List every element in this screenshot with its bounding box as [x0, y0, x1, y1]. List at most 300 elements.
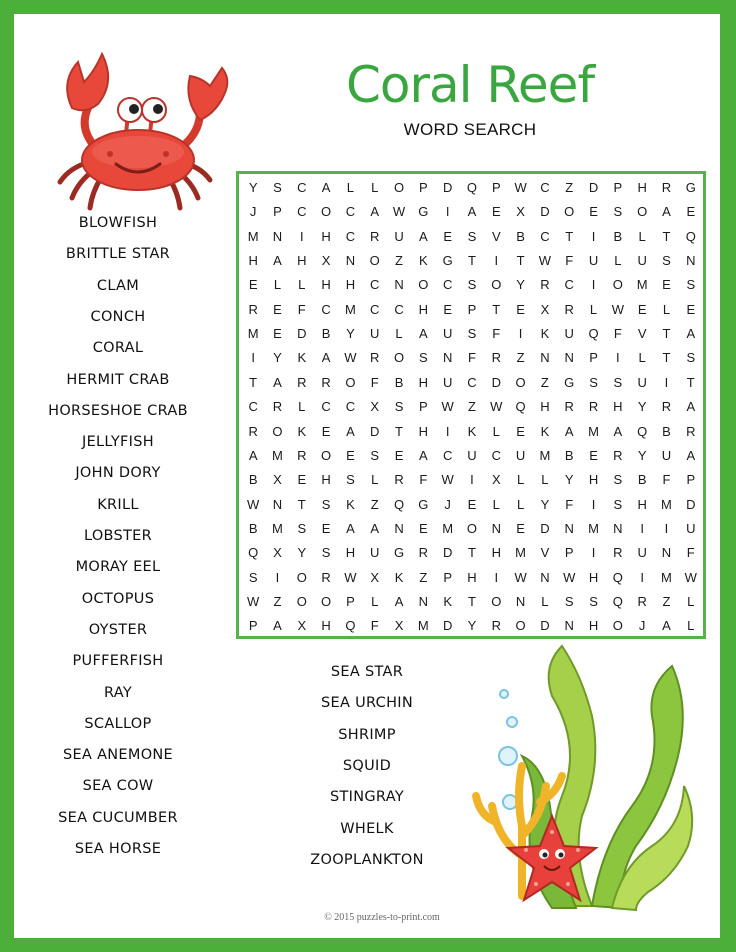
- grid-letter: O: [515, 374, 526, 390]
- grid-letter: X: [273, 545, 282, 561]
- grid-letter: A: [273, 253, 282, 269]
- word-list-item: CONCH: [90, 308, 146, 325]
- grid-letter: N: [418, 593, 429, 609]
- grid-letter: O: [296, 569, 307, 585]
- grid-letter: G: [685, 180, 696, 195]
- grid-letter: I: [470, 472, 474, 488]
- grid-letter: W: [514, 180, 527, 195]
- grid-letter: R: [321, 374, 331, 390]
- worksheet-page: [14, 14, 720, 938]
- grid-letter: I: [640, 569, 644, 585]
- grid-letter: Z: [370, 496, 379, 512]
- grid-letter: X: [394, 618, 404, 634]
- grid-letter: K: [419, 253, 428, 269]
- grid-letter: G: [418, 204, 429, 220]
- grid-letter: T: [395, 423, 403, 439]
- grid-letter: Y: [248, 180, 258, 195]
- grid-letter: M: [539, 447, 551, 463]
- grid-letter: H: [540, 399, 550, 415]
- grid-letter: Q: [345, 618, 356, 634]
- grid-row: [241, 517, 703, 541]
- grid-letter: E: [589, 204, 598, 220]
- grid-letter: H: [297, 253, 307, 269]
- grid-letter: M: [636, 277, 648, 293]
- grid-letter: K: [346, 496, 355, 512]
- grid-letter: R: [588, 399, 599, 415]
- word-list-item: OYSTER: [88, 621, 148, 638]
- grid-row: [241, 566, 703, 590]
- word-list-item: KRILL: [97, 496, 139, 513]
- grid-letter: L: [371, 472, 379, 488]
- grid-letter: R: [321, 569, 331, 585]
- grid-letter: C: [297, 204, 307, 220]
- grid-letter: R: [564, 301, 574, 317]
- grid-letter: H: [637, 496, 647, 512]
- grid-letter: Q: [588, 326, 599, 342]
- grid-letter: R: [248, 423, 258, 439]
- grid-letter: F: [297, 301, 306, 317]
- word-list-item: BLOWFISH: [78, 215, 158, 231]
- grid-letter: K: [467, 423, 477, 439]
- grid-letter: U: [370, 545, 380, 561]
- grid-letter: I: [275, 569, 280, 585]
- grid-letter: L: [395, 326, 403, 342]
- grid-letter: M: [442, 520, 454, 536]
- grid-letter: C: [345, 204, 356, 220]
- grid-letter: A: [394, 593, 404, 609]
- grid-letter: A: [686, 447, 696, 463]
- grid-letter: S: [613, 496, 623, 512]
- grid-letter: O: [564, 204, 575, 220]
- grid-letter: N: [686, 253, 696, 269]
- grid-letter: Z: [395, 253, 403, 269]
- grid-letter: E: [443, 301, 452, 317]
- grid-letter: E: [273, 326, 282, 342]
- grid-letter: O: [418, 277, 429, 293]
- grid-letter: H: [491, 545, 501, 561]
- grid-letter: F: [467, 350, 476, 366]
- grid-letter: H: [321, 472, 331, 488]
- grid-letter: D: [540, 204, 550, 220]
- grid-letter: S: [686, 277, 696, 293]
- grid-row: [241, 493, 703, 517]
- grid-letter: Z: [540, 374, 549, 390]
- grid-letter: K: [394, 569, 404, 585]
- grid-letter: Y: [516, 277, 525, 293]
- grid-letter: S: [613, 472, 623, 488]
- grid-letter: P: [273, 204, 282, 220]
- grid-letter: S: [467, 326, 477, 342]
- grid-letter: M: [661, 496, 672, 512]
- grid-letter: E: [443, 228, 452, 244]
- grid-letter: S: [467, 228, 477, 244]
- grid-letter: D: [370, 423, 380, 439]
- grid-letter: A: [248, 447, 258, 463]
- grid-letter: E: [516, 301, 525, 317]
- grid-letter: E: [686, 204, 696, 220]
- grid-letter: E: [589, 447, 598, 463]
- grid-letter: N: [491, 520, 501, 536]
- grid-row: [241, 395, 703, 419]
- grid-letter: L: [298, 399, 306, 415]
- grid-letter: C: [442, 447, 453, 463]
- grid-letter: B: [662, 423, 671, 439]
- grid-letter: E: [516, 423, 525, 439]
- grid-letter: O: [491, 593, 502, 609]
- word-list-item: HORSESHOE CRAB: [48, 402, 188, 419]
- grid-letter: M: [272, 447, 283, 463]
- grid-letter: S: [346, 472, 355, 488]
- grid-row: [241, 176, 703, 200]
- grid-row: [241, 346, 703, 370]
- grid-letter: B: [613, 228, 623, 244]
- grid-letter: N: [442, 350, 453, 366]
- grid-letter: U: [442, 326, 453, 342]
- grid-letter: A: [613, 423, 623, 439]
- grid-letter: N: [564, 350, 574, 366]
- grid-letter: P: [346, 593, 355, 609]
- grid-letter: T: [467, 253, 476, 269]
- word-list-item: SEA ANEMONE: [62, 747, 174, 764]
- grid-letter: T: [492, 301, 501, 317]
- grid-letter: N: [345, 253, 356, 269]
- grid-letter: X: [540, 301, 550, 317]
- grid-letter: V: [491, 228, 501, 244]
- grid-letter: P: [589, 350, 598, 366]
- grid-letter: N: [394, 520, 404, 536]
- grid-row: [241, 225, 703, 249]
- grid-letter: X: [516, 204, 525, 220]
- grid-letter: U: [515, 447, 526, 463]
- grid-letter: F: [662, 472, 671, 488]
- grid-letter: O: [393, 180, 405, 195]
- grid-letter: I: [664, 520, 669, 536]
- grid-letter: L: [273, 277, 282, 293]
- crab-illustration: [50, 42, 240, 212]
- grid-letter: W: [611, 301, 624, 317]
- grid-letter: K: [443, 593, 452, 609]
- grid-letter: R: [686, 423, 696, 439]
- grid-letter: A: [419, 228, 428, 244]
- grid-letter: Y: [346, 326, 355, 342]
- grid-letter: P: [419, 399, 428, 415]
- grid-letter: H: [418, 374, 429, 390]
- grid-letter: Y: [297, 545, 307, 561]
- grid-letter: A: [662, 618, 671, 634]
- grid-letter: F: [370, 618, 379, 634]
- grid-letter: E: [273, 301, 282, 317]
- grid-letter: C: [540, 180, 550, 195]
- grid-row: [241, 298, 703, 322]
- grid-letter: O: [393, 350, 405, 366]
- grid-letter: K: [540, 326, 550, 342]
- grid-letter: Z: [273, 593, 282, 609]
- grid-letter: E: [491, 204, 501, 220]
- word-list-item: RAY: [103, 684, 133, 701]
- grid-letter: G: [418, 496, 429, 512]
- grid-letter: D: [297, 326, 307, 342]
- grid-letter: Z: [419, 569, 428, 585]
- grid-letter: R: [297, 374, 307, 390]
- grid-letter: R: [661, 399, 672, 415]
- word-list-item: WHELK: [340, 820, 394, 837]
- grid-letter: R: [370, 228, 380, 244]
- grid-letter: S: [589, 374, 598, 390]
- grid-letter: L: [371, 593, 379, 609]
- grid-letter: R: [613, 545, 623, 561]
- grid-letter: L: [662, 301, 671, 317]
- grid-letter: R: [272, 399, 283, 415]
- grid-letter: H: [588, 569, 599, 585]
- grid-letter: H: [321, 618, 331, 634]
- grid-letter: U: [370, 326, 380, 342]
- grid-letter: I: [518, 326, 523, 342]
- grid-letter: W: [247, 496, 260, 512]
- grid-letter: N: [272, 496, 283, 512]
- grid-letter: D: [442, 180, 453, 195]
- grid-letter: C: [345, 399, 356, 415]
- grid-letter: P: [613, 180, 623, 195]
- grid-letter: C: [394, 301, 404, 317]
- grid-letter: G: [393, 545, 405, 561]
- grid-letter: S: [589, 593, 598, 609]
- grid-letter: X: [297, 618, 307, 634]
- grid-letter: A: [321, 180, 331, 195]
- grid-letter: Q: [466, 180, 478, 195]
- grid-letter: C: [370, 277, 380, 293]
- grid-letter: F: [370, 374, 379, 390]
- grid-letter: R: [370, 350, 380, 366]
- grid-letter: N: [394, 277, 404, 293]
- word-list-item: SEA CUCUMBER: [58, 809, 178, 826]
- grid-letter: R: [297, 447, 307, 463]
- grid-letter: O: [466, 520, 478, 536]
- grid-letter: E: [516, 520, 525, 536]
- grid-letter: P: [443, 569, 452, 585]
- grid-row: [241, 468, 703, 492]
- grid-letter: H: [588, 618, 599, 634]
- grid-letter: L: [589, 301, 598, 317]
- grid-letter: M: [344, 301, 356, 317]
- grid-letter: W: [563, 569, 576, 585]
- grid-letter: U: [442, 374, 453, 390]
- grid-letter: S: [321, 496, 331, 512]
- word-list-item: JOHN DORY: [75, 465, 161, 482]
- grid-letter: S: [564, 593, 574, 609]
- grid-letter: U: [661, 447, 672, 463]
- grid-letter: M: [417, 618, 429, 634]
- grid-letter: I: [591, 545, 596, 561]
- grid-letter: D: [686, 496, 696, 512]
- grid-letter: E: [637, 301, 647, 317]
- grid-letter: R: [418, 545, 429, 561]
- grid-letter: B: [248, 520, 258, 536]
- grid-letter: Y: [637, 399, 647, 415]
- grid-row: [241, 249, 703, 273]
- grid-letter: O: [612, 277, 623, 293]
- grid-letter: X: [370, 399, 380, 415]
- grid-letter: A: [370, 520, 380, 536]
- grid-letter: D: [442, 618, 453, 634]
- grid-letter: K: [297, 350, 307, 366]
- grid-letter: H: [248, 253, 258, 269]
- grid-letter: A: [419, 326, 428, 342]
- grid-letter: T: [662, 228, 671, 244]
- grid-letter: S: [467, 277, 477, 293]
- grid-letter: A: [419, 447, 428, 463]
- grid-letter: Z: [565, 180, 574, 195]
- grid-letter: D: [491, 374, 501, 390]
- grid-letter: A: [662, 204, 671, 220]
- grid-letter: V: [540, 545, 550, 561]
- grid-letter: J: [638, 618, 646, 634]
- grid-letter: L: [516, 496, 525, 512]
- word-list-item: OCTOPUS: [81, 590, 155, 607]
- grid-letter: M: [247, 228, 259, 244]
- grid-letter: L: [638, 228, 646, 244]
- word-list-item: SHRIMP: [338, 726, 396, 743]
- grid-letter: H: [345, 545, 356, 561]
- grid-letter: O: [296, 593, 307, 609]
- grid-letter: P: [248, 618, 258, 634]
- grid-letter: L: [687, 593, 695, 609]
- word-list-item: SQUID: [342, 757, 392, 774]
- grid-letter: R: [661, 180, 672, 195]
- grid-letter: M: [247, 326, 259, 342]
- grid-letter: Y: [467, 618, 477, 634]
- grid-letter: Q: [393, 496, 405, 512]
- grid-letter: I: [591, 496, 596, 512]
- grid-letter: O: [612, 618, 623, 634]
- grid-row: [241, 590, 703, 614]
- grid-letter: O: [491, 277, 502, 293]
- grid-letter: Q: [612, 569, 623, 585]
- grid-letter: E: [394, 447, 404, 463]
- grid-letter: C: [564, 277, 574, 293]
- grid-letter: D: [540, 618, 550, 634]
- grid-letter: M: [272, 520, 283, 536]
- grid-letter: A: [273, 618, 282, 634]
- grid-letter: C: [540, 228, 550, 244]
- grid-letter: I: [591, 228, 596, 244]
- grid-letter: C: [345, 228, 356, 244]
- grid-letter: I: [494, 569, 499, 585]
- grid-letter: Y: [564, 472, 574, 488]
- grid-letter: L: [492, 496, 500, 512]
- grid-letter: O: [321, 447, 332, 463]
- grid-letter: X: [321, 253, 331, 269]
- grid-letter: Z: [467, 399, 476, 415]
- grid-letter: N: [515, 593, 526, 609]
- grid-row: [241, 541, 703, 565]
- grid-letter: I: [664, 374, 669, 390]
- grid-letter: W: [490, 399, 503, 415]
- grid-letter: O: [515, 618, 526, 634]
- grid-letter: P: [686, 472, 696, 488]
- grid-letter: F: [565, 253, 574, 269]
- word-list-item: LOBSTER: [83, 528, 153, 544]
- grid-letter: R: [248, 301, 258, 317]
- grid-letter: S: [370, 447, 380, 463]
- word-list-item: HERMIT CRAB: [66, 371, 170, 388]
- grid-letter: L: [687, 618, 695, 634]
- grid-letter: H: [418, 301, 429, 317]
- grid-letter: V: [637, 326, 647, 342]
- grid-letter: H: [588, 472, 599, 488]
- grid-letter: C: [248, 399, 258, 415]
- grid-letter: U: [564, 326, 574, 342]
- grid-letter: C: [297, 180, 307, 195]
- grid-letter: D: [588, 180, 599, 195]
- grid-letter: Q: [637, 423, 648, 439]
- grid-letter: E: [321, 520, 331, 536]
- word-list-item: SEA URCHIN: [320, 695, 413, 712]
- grid-letter: I: [251, 350, 255, 366]
- grid-letter: D: [442, 545, 453, 561]
- word-list-item: CLAM: [96, 277, 140, 294]
- grid-letter: S: [613, 374, 623, 390]
- grid-letter: I: [616, 350, 620, 366]
- grid-letter: S: [248, 569, 258, 585]
- grid-letter: E: [321, 423, 331, 439]
- grid-letter: H: [637, 180, 647, 195]
- grid-letter: C: [467, 374, 477, 390]
- grid-letter: O: [321, 593, 332, 609]
- grid-letter: A: [370, 204, 380, 220]
- grid-letter: T: [662, 350, 671, 366]
- word-list-item: ZOOPLANKTON: [310, 851, 424, 868]
- grid-letter: F: [686, 545, 695, 561]
- grid-letter: R: [613, 447, 623, 463]
- word-list-item: SEA HORSE: [74, 841, 162, 857]
- grid-letter: R: [491, 618, 501, 634]
- grid-letter: W: [538, 253, 552, 269]
- grid-letter: W: [344, 350, 357, 366]
- grid-row: [241, 200, 703, 224]
- grid-letter: F: [613, 326, 622, 342]
- grid-letter: R: [394, 472, 404, 488]
- grid-letter: R: [637, 593, 647, 609]
- grid-letter: W: [344, 569, 357, 585]
- grid-letter: B: [637, 472, 647, 488]
- grid-letter: A: [273, 374, 282, 390]
- grid-letter: X: [370, 569, 380, 585]
- word-list-item: JELLYFISH: [82, 434, 154, 451]
- grid-letter: W: [247, 593, 260, 609]
- grid-letter: R: [540, 277, 550, 293]
- grid-letter: L: [541, 472, 549, 488]
- grid-letter: H: [613, 399, 623, 415]
- grid-letter: A: [686, 399, 696, 415]
- grid-letter: C: [491, 447, 501, 463]
- grid-letter: H: [321, 277, 331, 293]
- grid-letter: L: [346, 180, 355, 195]
- page-title: Coral Reef: [345, 56, 595, 114]
- grid-letter: A: [321, 350, 331, 366]
- grid-letter: W: [392, 204, 406, 220]
- grid-letter: F: [565, 496, 574, 512]
- grid-row: [241, 444, 703, 468]
- grid-letter: L: [614, 253, 622, 269]
- grid-letter: N: [564, 520, 574, 536]
- grid-letter: L: [298, 277, 306, 293]
- seaweed-coral-starfish-illustration: [452, 626, 702, 916]
- grid-letter: T: [467, 593, 476, 609]
- grid-letter: U: [637, 374, 647, 390]
- grid-letter: W: [441, 399, 454, 415]
- grid-letter: X: [491, 472, 501, 488]
- grid-letter: T: [249, 374, 258, 390]
